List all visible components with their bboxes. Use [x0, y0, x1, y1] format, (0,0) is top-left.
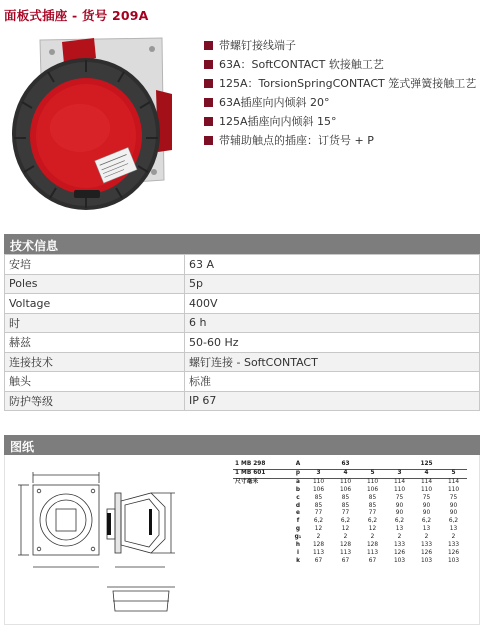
part-number: 1 MB 298 — [233, 461, 291, 469]
dim-unit-label — [233, 495, 291, 503]
dim-value: 90 — [422, 502, 431, 509]
dim-value: 85 — [368, 502, 377, 509]
dim-row — [233, 487, 467, 495]
dim-letter: e — [296, 510, 300, 517]
dim-row — [233, 558, 467, 566]
part-number: 1 MB 601 — [233, 469, 291, 478]
dim-value: 12 — [368, 526, 377, 533]
dim-value: 6,2 — [313, 518, 324, 525]
dim-letter: f — [296, 518, 300, 525]
dim-letter: d — [295, 502, 301, 509]
feature-item — [204, 36, 480, 55]
dim-row — [233, 542, 467, 550]
dim-value: 110 — [447, 486, 460, 493]
dim-value: 103 — [447, 557, 460, 564]
dim-value: 85 — [368, 494, 377, 501]
tech-info-value: 400V — [185, 294, 480, 314]
dim-row — [233, 503, 467, 511]
feature-item — [204, 131, 480, 150]
dim-value: 77 — [341, 510, 350, 517]
tech-info-key: Poles — [5, 274, 185, 294]
tech-info-value: 63 A — [185, 255, 480, 275]
dim-unit-label: 尺寸毫米 — [235, 478, 259, 485]
tech-info-value: IP 67 — [185, 391, 480, 411]
feature-text: 63A插座向内倾斜 20° — [219, 96, 330, 109]
tech-info-value: 50-60 Hz — [185, 333, 480, 353]
dim-value: 90 — [422, 510, 431, 517]
product-image — [4, 30, 182, 218]
tech-info-value: 6 h — [185, 313, 480, 333]
dim-value: 106 — [312, 486, 325, 493]
dim-value: 2 — [451, 534, 456, 541]
dim-row — [233, 534, 467, 542]
group-label: 63 — [305, 461, 386, 469]
tech-info-key: 触头 — [5, 372, 185, 392]
dim-unit-label — [233, 526, 291, 534]
dim-value: 103 — [393, 557, 406, 564]
bullet-square-icon — [204, 136, 213, 145]
dim-value: 126 — [420, 549, 433, 556]
dim-row — [233, 526, 467, 534]
dim-value: 90 — [395, 510, 404, 517]
dim-row — [233, 478, 467, 486]
dimension-table — [233, 461, 467, 566]
dim-unit-label — [233, 534, 291, 542]
dim-value: 2 — [343, 534, 348, 541]
dim-value: 128 — [366, 542, 379, 549]
pole-header: 3 — [386, 469, 413, 478]
pole-header: 5 — [440, 469, 467, 478]
group-label: 125 — [386, 461, 467, 469]
dim-value: 114 — [393, 478, 406, 485]
dim-value: 103 — [420, 557, 433, 564]
tech-info-row — [5, 255, 480, 275]
tech-info-row — [5, 352, 480, 372]
dim-letter: a — [296, 478, 300, 485]
dim-row — [233, 550, 467, 558]
dim-value: 110 — [420, 486, 433, 493]
tech-info-key: Voltage — [5, 294, 185, 314]
dim-value: 110 — [366, 478, 379, 485]
dim-value: 114 — [447, 478, 460, 485]
tech-info-key: 时 — [5, 313, 185, 333]
dim-value: 6,2 — [421, 518, 432, 525]
dim-letter: c — [296, 494, 300, 501]
bullet-square-icon — [204, 41, 213, 50]
dim-value: 110 — [339, 478, 352, 485]
tech-info-row — [5, 391, 480, 411]
dim-value: 126 — [447, 549, 460, 556]
dim-unit-label — [233, 542, 291, 550]
dim-value: 13 — [395, 526, 404, 533]
dim-value: 85 — [341, 502, 350, 509]
dim-value: 133 — [393, 542, 406, 549]
dim-value: 67 — [314, 557, 323, 564]
dim-letter: g₁ — [294, 534, 302, 541]
dim-row — [233, 518, 467, 526]
tech-info-value: 标准 — [185, 372, 480, 392]
bullet-square-icon — [204, 79, 213, 88]
dim-value: 85 — [314, 502, 323, 509]
dim-value: 113 — [339, 549, 352, 556]
tech-info-value: 螺钉连接 - SoftCONTACT — [185, 352, 480, 372]
tech-info-row — [5, 333, 480, 353]
feature-text: 带辅助触点的插座：订货号 + P — [219, 134, 374, 147]
dim-value: 85 — [341, 494, 350, 501]
dim-value: 6,2 — [448, 518, 459, 525]
dim-value: 67 — [341, 557, 350, 564]
dim-value: 6,2 — [340, 518, 351, 525]
dim-letter: b — [295, 486, 301, 493]
dim-value: 90 — [395, 502, 404, 509]
tech-info-key: 防护等级 — [5, 391, 185, 411]
dimension-drawing — [9, 463, 225, 621]
feature-text: 125A插座向内倾斜 15° — [219, 115, 337, 128]
dim-value: 128 — [312, 542, 325, 549]
pole-header: 4 — [413, 469, 440, 478]
col-a-label: A — [291, 461, 305, 469]
tech-info-key: 赫兹 — [5, 333, 185, 353]
tech-info-row — [5, 372, 480, 392]
pole-header: 3 — [305, 469, 332, 478]
dim-unit-label — [233, 503, 291, 511]
dim-unit-label — [233, 510, 291, 518]
dim-value: 12 — [341, 526, 350, 533]
dim-value: 106 — [339, 486, 352, 493]
tech-info-row — [5, 294, 480, 314]
tech-info-key: 安培 — [5, 255, 185, 275]
dim-value: 106 — [366, 486, 379, 493]
dim-header-row — [233, 461, 467, 469]
dim-value: 67 — [368, 557, 377, 564]
dim-value: 90 — [449, 510, 458, 517]
dim-value: 2 — [316, 534, 321, 541]
tech-info-value: 5p — [185, 274, 480, 294]
feature-text: 125A：TorsionSpringCONTACT 笼式弹簧接触工艺 — [219, 77, 477, 90]
dim-value: 113 — [366, 549, 379, 556]
tech-info-row — [5, 274, 480, 294]
feature-item — [204, 74, 480, 93]
dim-unit-label — [233, 487, 291, 495]
dim-letter: g — [295, 526, 301, 533]
dim-value: 128 — [339, 542, 352, 549]
dim-value: 2 — [370, 534, 375, 541]
dim-letter: i — [297, 549, 299, 556]
dim-value: 113 — [312, 549, 325, 556]
feature-text: 带螺钉接线端子 — [219, 39, 296, 52]
dim-value: 133 — [447, 542, 460, 549]
dim-value: 77 — [314, 510, 323, 517]
col-p-label: p — [291, 469, 305, 478]
feature-item — [204, 93, 480, 112]
dim-value: 75 — [422, 494, 431, 501]
dim-value: 13 — [449, 526, 458, 533]
dim-unit-label — [233, 558, 291, 566]
dim-value: 2 — [397, 534, 402, 541]
feature-item — [204, 55, 480, 74]
drawing-header: 图纸 — [4, 435, 480, 455]
technical-drawing — [4, 455, 480, 625]
pole-header: 4 — [332, 469, 359, 478]
dim-value: 2 — [424, 534, 429, 541]
dim-value: 75 — [395, 494, 404, 501]
dim-value: 77 — [368, 510, 377, 517]
tech-info-row — [5, 313, 480, 333]
feature-list — [204, 36, 480, 150]
tech-info-header: 技术信息 — [4, 234, 480, 254]
dim-value: 6,2 — [394, 518, 405, 525]
pole-header: 5 — [359, 469, 386, 478]
tech-info-key: 连接技术 — [5, 352, 185, 372]
feature-item — [204, 112, 480, 131]
dim-pole-row — [233, 469, 467, 478]
dim-letter: k — [296, 557, 300, 564]
dim-value: 110 — [393, 486, 406, 493]
bullet-square-icon — [204, 117, 213, 126]
dim-unit-label — [233, 550, 291, 558]
dim-unit-label — [233, 518, 291, 526]
dim-value: 85 — [314, 494, 323, 501]
dim-value: 12 — [314, 526, 323, 533]
dim-letter: h — [295, 542, 301, 549]
tech-info-table — [4, 254, 480, 411]
bullet-square-icon — [204, 98, 213, 107]
dim-value: 6,2 — [367, 518, 378, 525]
product-title: 面板式插座 - 货号 209A — [4, 8, 149, 23]
dim-row — [233, 510, 467, 518]
dim-value: 110 — [312, 478, 325, 485]
dim-row — [233, 495, 467, 503]
dim-value: 114 — [420, 478, 433, 485]
dim-value: 13 — [422, 526, 431, 533]
dim-value: 90 — [449, 502, 458, 509]
bullet-square-icon — [204, 60, 213, 69]
dim-value: 75 — [449, 494, 458, 501]
feature-text: 63A：SoftCONTACT 软接触工艺 — [219, 58, 384, 71]
dim-value: 126 — [393, 549, 406, 556]
dim-value: 133 — [420, 542, 433, 549]
